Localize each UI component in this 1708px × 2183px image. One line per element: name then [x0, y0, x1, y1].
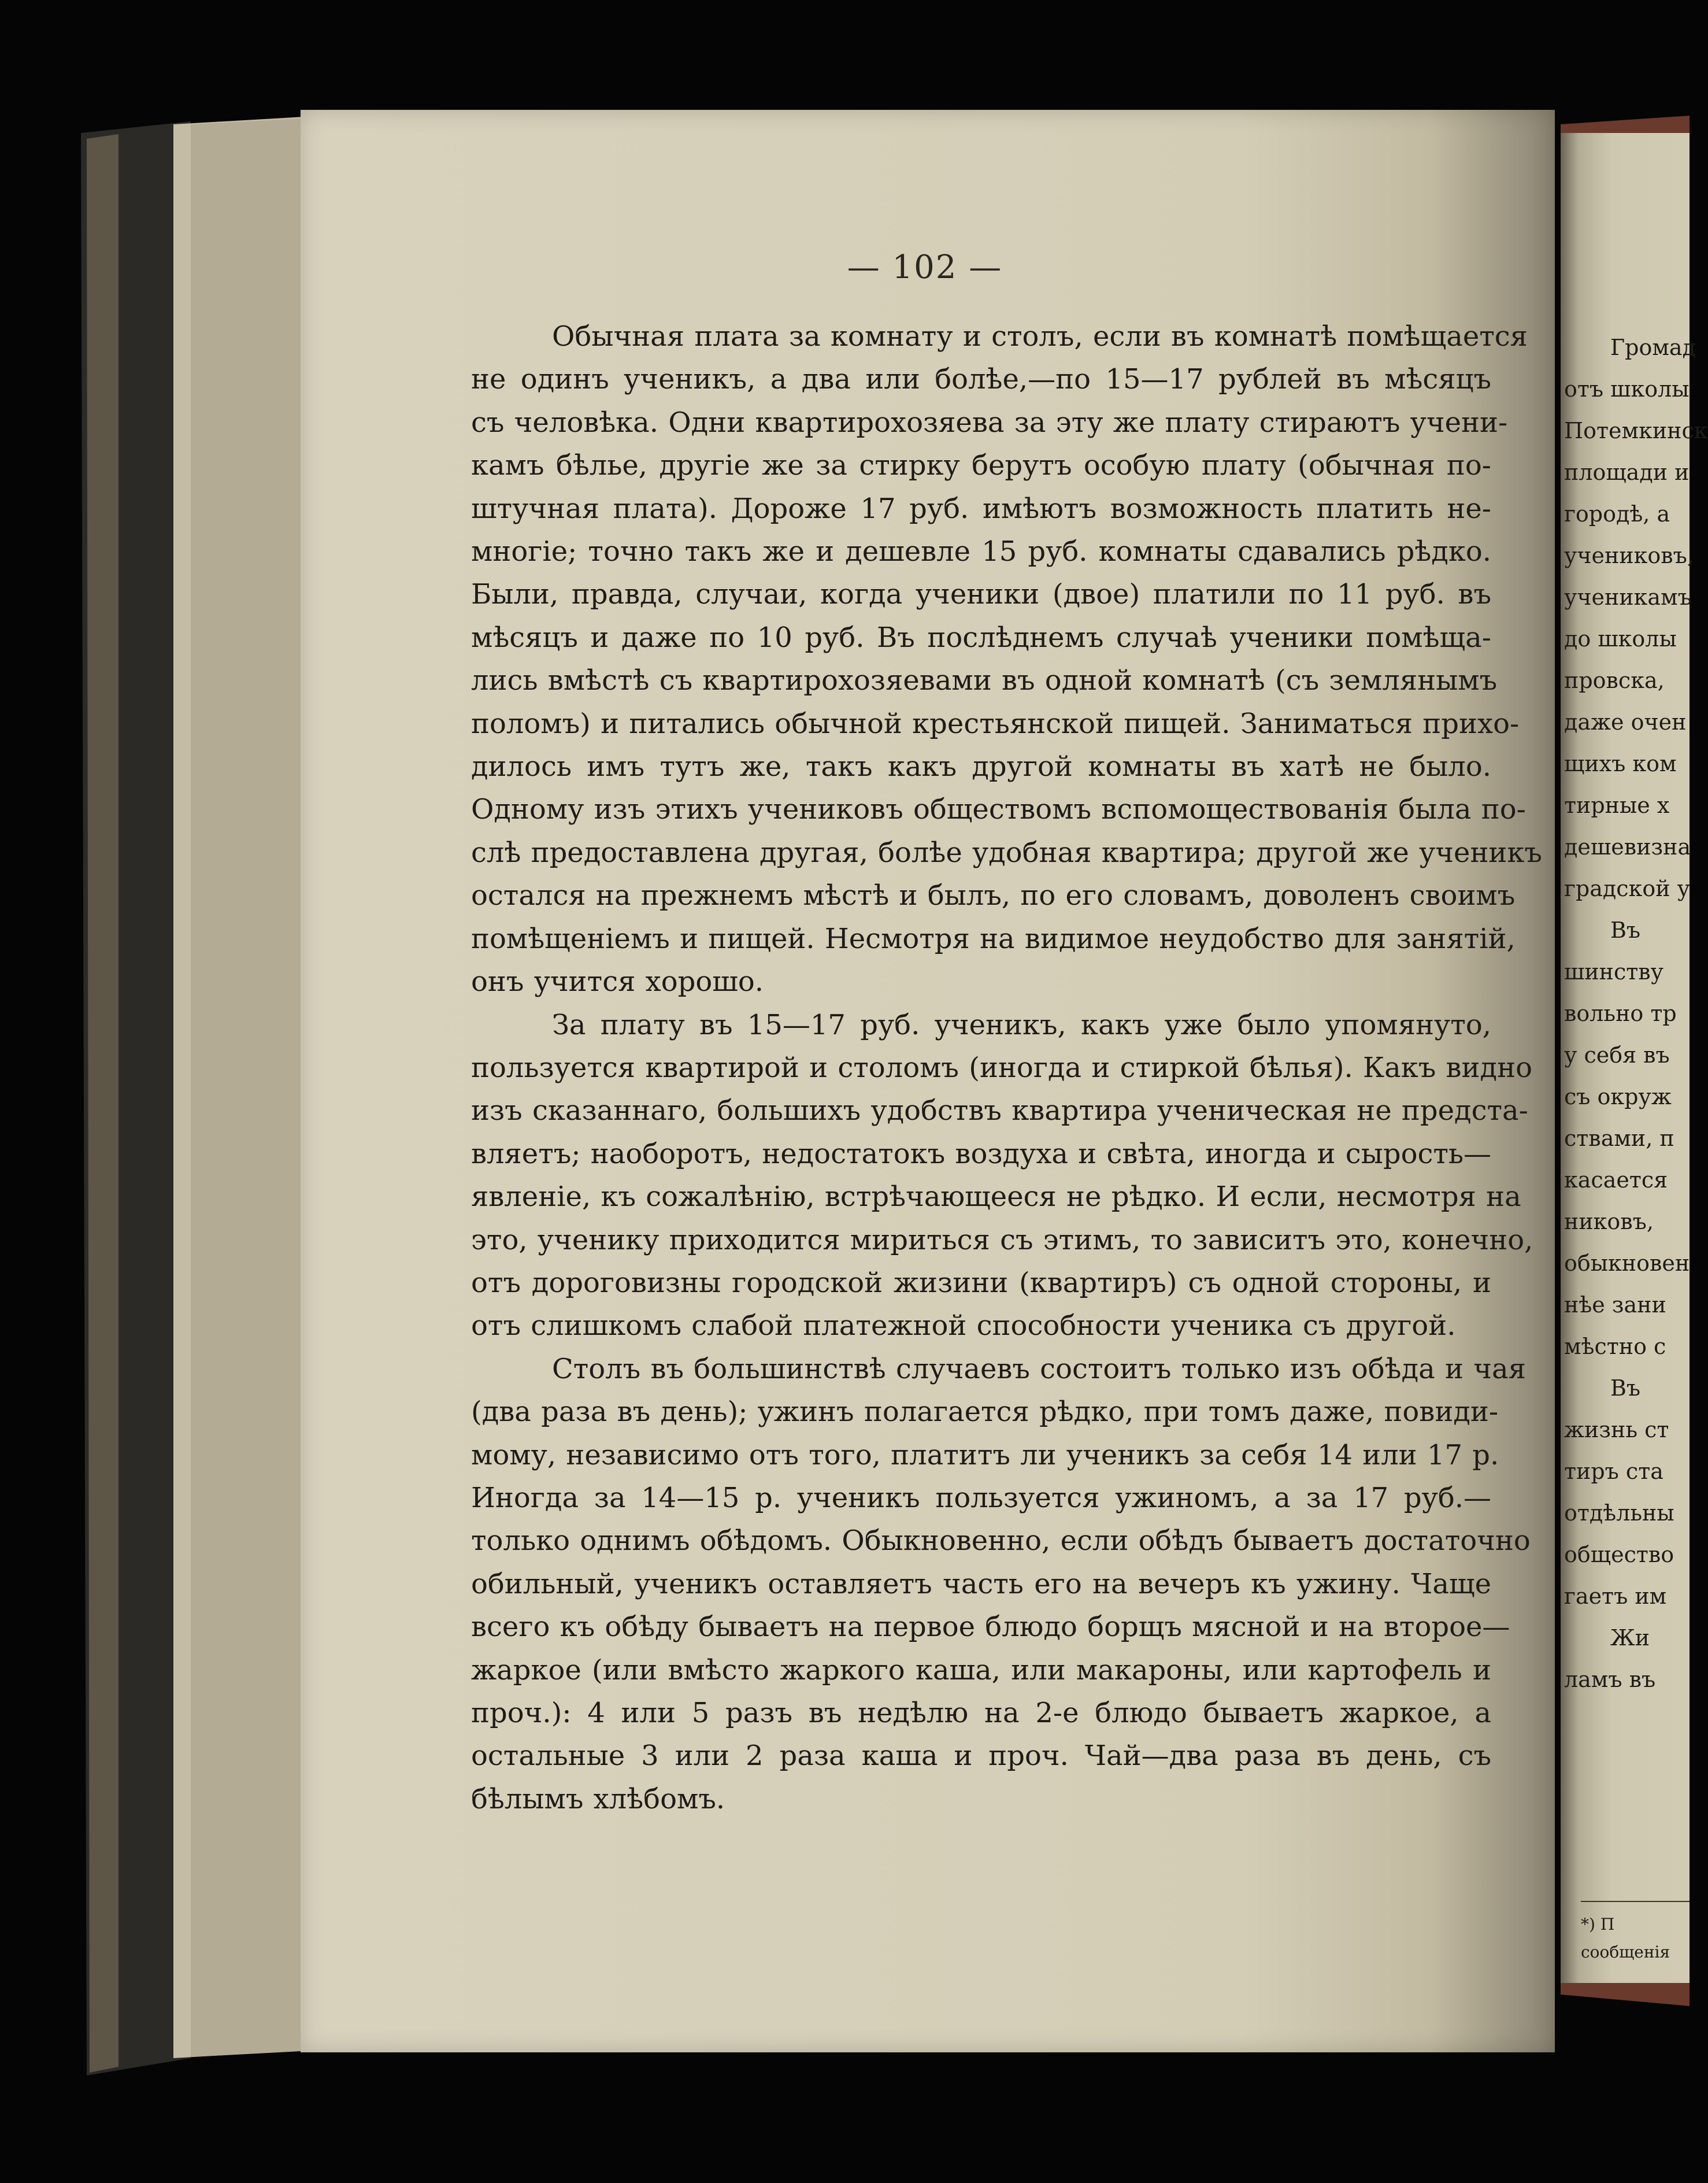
text-line: За плату въ 15—17 руб. ученикъ, какъ уже было упомянуто,: [552, 1008, 1491, 1041]
text-line: Одному изъ этихъ учениковъ обществомъ вспомоществованія была по-: [471, 793, 1526, 826]
text-line: проч.): 4 или 5 разъ въ недѣлю на 2-е блюдо бываетъ жаркое, а: [471, 1697, 1491, 1729]
right-text-line: общество: [1564, 1542, 1674, 1567]
right-text-line: Потемкинск: [1564, 418, 1708, 443]
right-text-line: Жи: [1610, 1625, 1650, 1651]
footnote-rule: [1581, 1901, 1690, 1902]
text-line: остальные 3 или 2 раза каша и проч. Чай—два раза въ день, съ: [471, 1740, 1491, 1773]
right-text-line: вольно тр: [1564, 1001, 1677, 1026]
text-line: только однимъ обѣдомъ. Обыкновенно, если обѣдъ бываетъ достаточно: [471, 1525, 1531, 1557]
right-text-line: шинству: [1564, 959, 1664, 985]
right-text-line: площади и: [1564, 460, 1690, 485]
text-line: мому, независимо отъ того, платитъ ли ученикъ за себя 14 или 17 р.: [471, 1438, 1499, 1471]
text-line: отъ дороговизны городской жизини (квартиръ) съ одной стороны, и: [471, 1266, 1491, 1299]
footnote-line: *) П: [1581, 1915, 1615, 1934]
text-line: Обычная плата за комнату и столъ, если въ комнатѣ помѣщается: [552, 320, 1528, 353]
text-line: Были, правда, случаи, когда ученики (двое) платили по 11 руб. въ: [471, 578, 1491, 611]
text-line: обильный, ученикъ оставляетъ часть его на вечеръ къ ужину. Чаще: [471, 1567, 1491, 1600]
right-text-line: Въ: [1610, 917, 1641, 943]
right-text-line: учениковъ,: [1564, 543, 1694, 568]
right-page-footnote: [1581, 1911, 1690, 1966]
text-line: съ человѣка. Одни квартирохозяева за эту же плату стираютъ учени-: [471, 406, 1508, 439]
text-line: пользуется квартирой и столомъ (иногда и стиркой бѣлья). Какъ видно: [471, 1051, 1532, 1084]
right-text-line: ученикамъ: [1564, 584, 1692, 610]
text-line: бѣлымъ хлѣбомъ.: [471, 1782, 725, 1815]
right-text-line: обыкновен: [1564, 1250, 1690, 1276]
text-line: (два раза въ день); ужинъ полагается рѣдко, при томъ даже, повиди-: [471, 1396, 1499, 1429]
right-text-line: съ окруж: [1564, 1084, 1672, 1109]
right-text-line: жизнь ст: [1564, 1417, 1669, 1442]
text-line: всего къ обѣду бываетъ на первое блюдо борщъ мясной и на второе—: [471, 1611, 1510, 1644]
right-text-line: нѣе зани: [1564, 1292, 1666, 1318]
right-text-line: мѣстно с: [1564, 1334, 1666, 1359]
text-line: помѣщеніемъ и пищей. Несмотря на видимое неудобство для занятій,: [471, 922, 1516, 955]
footnote-line: сообщенія: [1581, 1942, 1670, 1962]
right-text-line: гаетъ им: [1564, 1583, 1667, 1609]
right-text-line: отдѣльны: [1564, 1500, 1674, 1526]
text-line: поломъ) и питались обычной крестьянской пищей. Заниматься прихо-: [471, 707, 1520, 740]
right-text-line: провска,: [1564, 668, 1665, 693]
page-number: — 102 —: [847, 249, 1003, 286]
right-text-line: ствами, п: [1564, 1126, 1674, 1151]
right-text-line: даже очен: [1564, 709, 1687, 735]
text-line: онъ учится хорошо.: [471, 965, 764, 998]
right-text-line: Въ: [1610, 1375, 1641, 1401]
right-text-line: щихъ ком: [1564, 751, 1677, 776]
text-line: Иногда за 14—15 р. ученикъ пользуется ужиномъ, а за 17 руб.—: [471, 1481, 1491, 1514]
text-line: дилось имъ тутъ же, такъ какъ другой комнаты въ хатѣ не было.: [471, 750, 1491, 783]
text-line: отъ слишкомъ слабой платежной способности ученика съ другой.: [471, 1309, 1456, 1342]
text-line: остался на прежнемъ мѣстѣ и былъ, по его словамъ, доволенъ своимъ: [471, 879, 1516, 912]
text-line: не одинъ ученикъ, а два или болѣе,—по 15—17 рублей въ мѣсяцъ: [471, 363, 1491, 396]
right-text-line: дешевизна: [1564, 834, 1691, 860]
text-line: вляетъ; наоборотъ, недостатокъ воздуха и свѣта, иногда и сырость—: [471, 1137, 1492, 1170]
body-text: [471, 315, 1542, 1821]
right-page-text: [1564, 327, 1708, 1700]
right-text-line: никовъ,: [1564, 1209, 1654, 1234]
right-text-line: отъ школы: [1564, 376, 1690, 402]
right-text-line: городѣ, а: [1564, 501, 1670, 527]
right-text-line: градской у: [1564, 876, 1690, 901]
text-line: камъ бѣлье, другіе же за стирку берутъ особую плату (обычная по-: [471, 449, 1491, 482]
right-text-line: тирные х: [1564, 793, 1670, 818]
right-text-line: Громад: [1610, 335, 1696, 360]
text-line: лись вмѣстѣ съ квартирохозяевами въ одной комнатѣ (съ землянымъ: [471, 664, 1498, 697]
right-text-line: тиръ ста: [1564, 1459, 1663, 1484]
right-text-line: касается: [1564, 1167, 1668, 1193]
text-line: мѣсяцъ и даже по 10 руб. Въ послѣднемъ случаѣ ученики помѣща-: [471, 621, 1491, 654]
text-line: многіе; точно такъ же и дешевле 15 руб. комнаты сдавались рѣдко.: [471, 535, 1491, 568]
right-text-line: ламъ въ: [1564, 1667, 1656, 1692]
text-line: жаркое (или вмѣсто жаркого каша, или макароны, или картофель и: [471, 1653, 1491, 1686]
text-line: это, ученику приходится мириться съ этимъ, то зависитъ это, конечно,: [471, 1223, 1533, 1256]
text-line: штучная плата). Дороже 17 руб. имѣютъ возможность платить не-: [471, 492, 1491, 525]
right-text-line: у себя въ: [1564, 1042, 1670, 1068]
text-line: Столъ въ большинствѣ случаевъ состоитъ только изъ обѣда и чая: [552, 1352, 1526, 1385]
text-line: слѣ предоставлена другая, болѣе удобная квартира; другой же ученикъ: [471, 836, 1542, 869]
right-text-line: до школы: [1564, 626, 1677, 652]
text-line: изъ сказаннаго, большихъ удобствъ квартира ученическая не предста-: [471, 1094, 1528, 1127]
text-line: явленіе, къ сожалѣнію, встрѣчающееся не рѣдко. И если, несмотря на: [471, 1181, 1521, 1213]
